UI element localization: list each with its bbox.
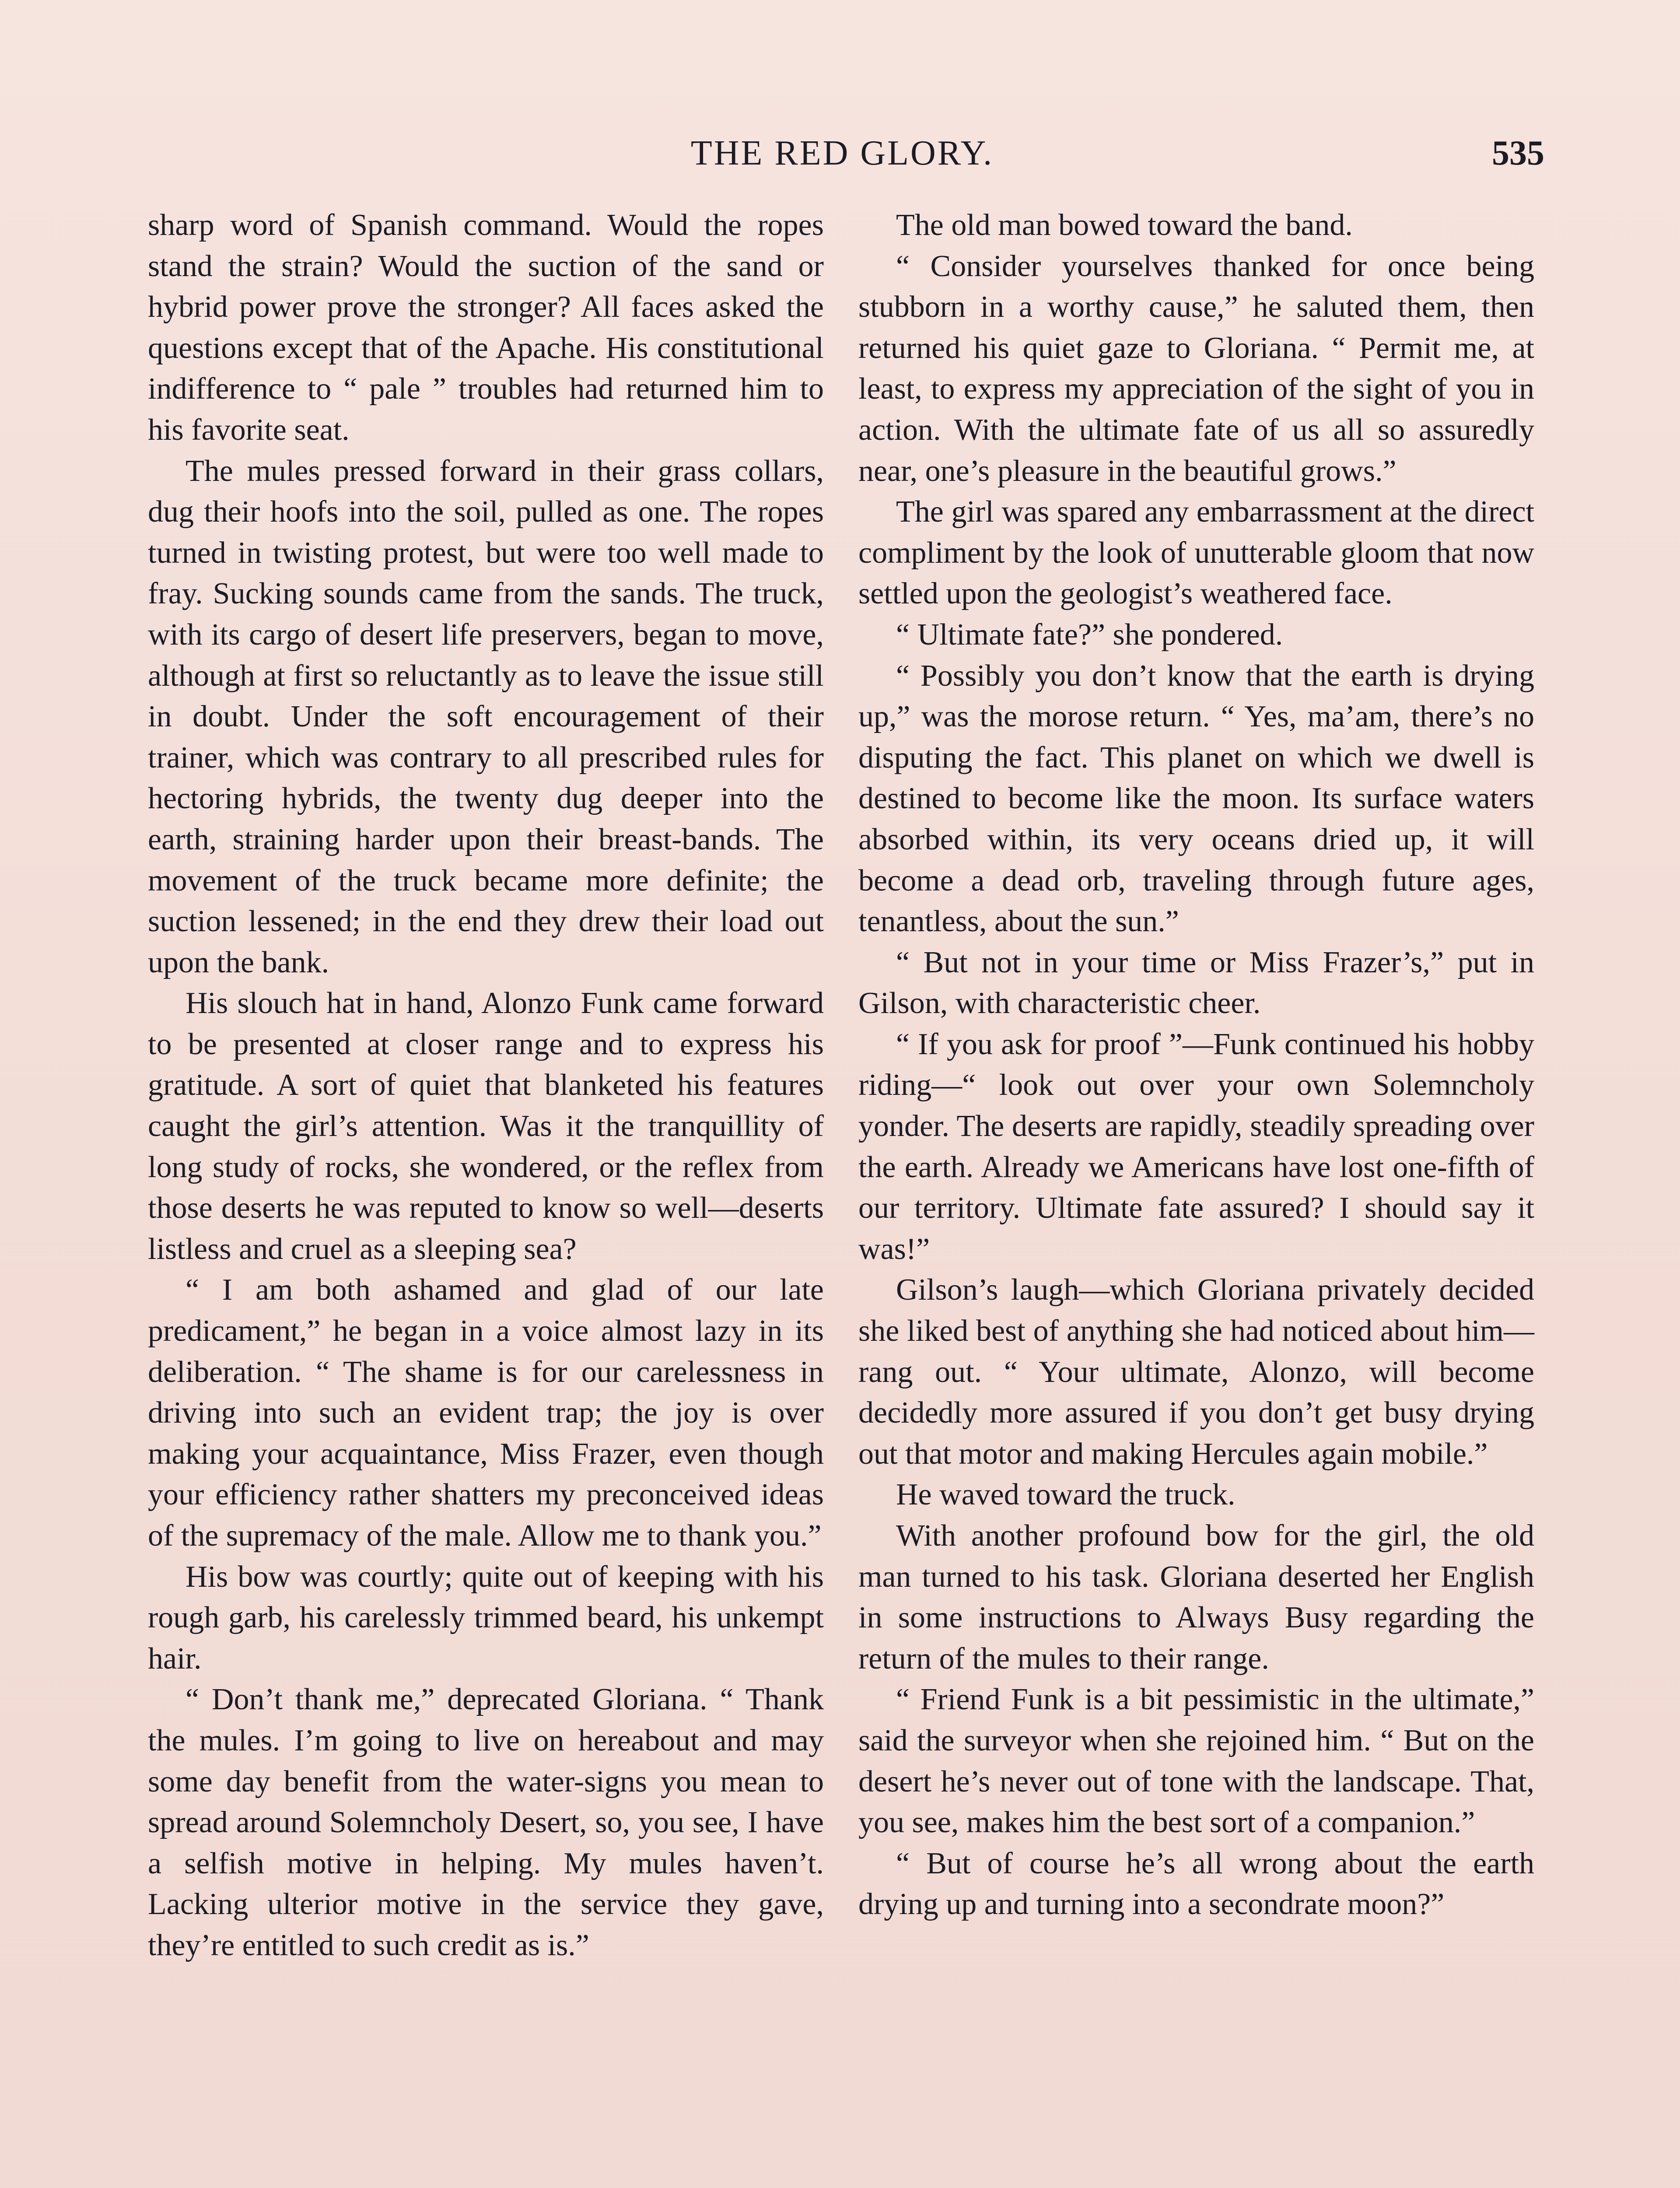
paragraph: He waved toward the truck. [896,1478,1236,1512]
paragraph: “ Possibly you don’t know that the earth is drying up,” was the morose return. “ Yes, ma’am, there’s no disputing the fact. This planet on which we dwell is destined to become like the moon. Its surface waters absorbed within, its very oceans dried up, it will become a dead orb, traveling through future ages, tenantless, about the sun.” [858,659,1534,939]
paragraph: “ Friend Funk is a bit pessimistic in the ultimate,” said the surveyor when she rejoined him. “ But on the desert he’s never out of tone with the landscape. That, you see, makes him the best sort of a companion.” [858,1683,1534,1840]
paragraph: “ I am both ashamed and glad of our late predicament,” he began in a voice almost lazy in its deliberation. “ The shame is for our carelessness in driving into such an evident trap; the joy is over making your acquaintance, Miss Frazer, even though your efficiency rather shatters my preconceived ideas of the supremacy of the male. Allow me to thank you.” [148,1273,824,1553]
paragraph: The old man bowed toward the band. [896,208,1353,242]
paragraph: His bow was courtly; quite out of keeping with his rough garb, his carelessly trimmed beard, his unkempt hair. [148,1560,824,1676]
paragraph: sharp word of Spanish command. Would the ropes stand the strain? Would the suction of the sand or hybrid power prove the stronger? All faces asked the questions except that of the Apache. His constitutional indifference to “ pale ” troubles had returned him to his favorite seat. [148,208,824,447]
right-column [858,205,1534,1925]
paragraph: “ But of course he’s all wrong about the earth drying up and turning into a secondrate moon?” [858,1846,1534,1922]
paragraph: “ If you ask for proof ”—Funk continued his hobby riding—“ look out over your own Solemncholy yonder. The deserts are rapidly, steadily spreading over the earth. Already we Americans have lost one-fifth of our territory. Ultimate fate assured? I should say it was!” [858,1027,1534,1266]
running-head [140,131,1544,179]
paragraph: The girl was spared any embarrassment at the direct compliment by the look of unutterable gloom that now settled upon the geologist’s weathered face. [858,495,1534,611]
paragraph: “ But not in your time or Miss Frazer’s,” put in Gilson, with characteristic cheer. [858,945,1534,1020]
left-column [148,205,824,1966]
page-number: 535 [1492,134,1544,172]
paragraph: “ Don’t thank me,” deprecated Gloriana. “ Thank the mules. I’m going to live on hereabout and may some day benefit from the water-signs you mean to spread around Solemncholy Desert, so, you see, I have a selfish motive in helping. My mules haven’t. Lacking ulterior motive in the service they gave, they’re entitled to such credit as is.” [148,1683,824,1962]
paragraph: The mules pressed forward in their grass collars, dug their hoofs into the soil, pulled as one. The ropes turned in twisting protest, but were too well made to fray. Sucking sounds came from the sands. The truck, with its cargo of desert life preservers, began to move, although at first so reluctantly as to leave the issue still in doubt. Under the soft encouragement of their trainer, which was contrary to all prescribed rules for hectoring hybrids, the twenty dug deeper into the earth, straining harder upon their breast-bands. The movement of the truck became more definite; the suction lessened; in the end they drew their load out upon the bank. [148,454,824,979]
paragraph: Gilson’s laugh—which Gloriana privately decided she liked best of anything she had noticed about him—rang out. “ Your ultimate, Alonzo, will become decidedly more assured if you don’t get busy drying out that motor and making Hercules again mobile.” [858,1273,1534,1471]
paragraph: With another profound bow for the girl, the old man turned to his task. Gloriana deserted her English in some instructions to Always Busy regarding the return of the mules to their range. [858,1519,1534,1676]
paragraph: “ Consider yourselves thanked for once being stubborn in a worthy cause,” he saluted them, then returned his quiet gaze to Gloriana. “ Permit me, at least, to express my appreciation of the sight of you in action. With the ultimate fate of us all so assuredly near, one’s pleasure in the beautiful grows.” [858,249,1534,488]
paragraph: His slouch hat in hand, Alonzo Funk came forward to be presented at closer range and to express his gratitude. A sort of quiet that blanketed his features caught the girl’s attention. Was it the tranquillity of long study of rocks, she wondered, or the reflex from those deserts he was reputed to know so well—deserts listless and cruel as a sleeping sea? [148,986,824,1266]
running-title: THE RED GLORY. [690,134,994,172]
paragraph: “ Ultimate fate?” she pondered. [896,617,1283,652]
